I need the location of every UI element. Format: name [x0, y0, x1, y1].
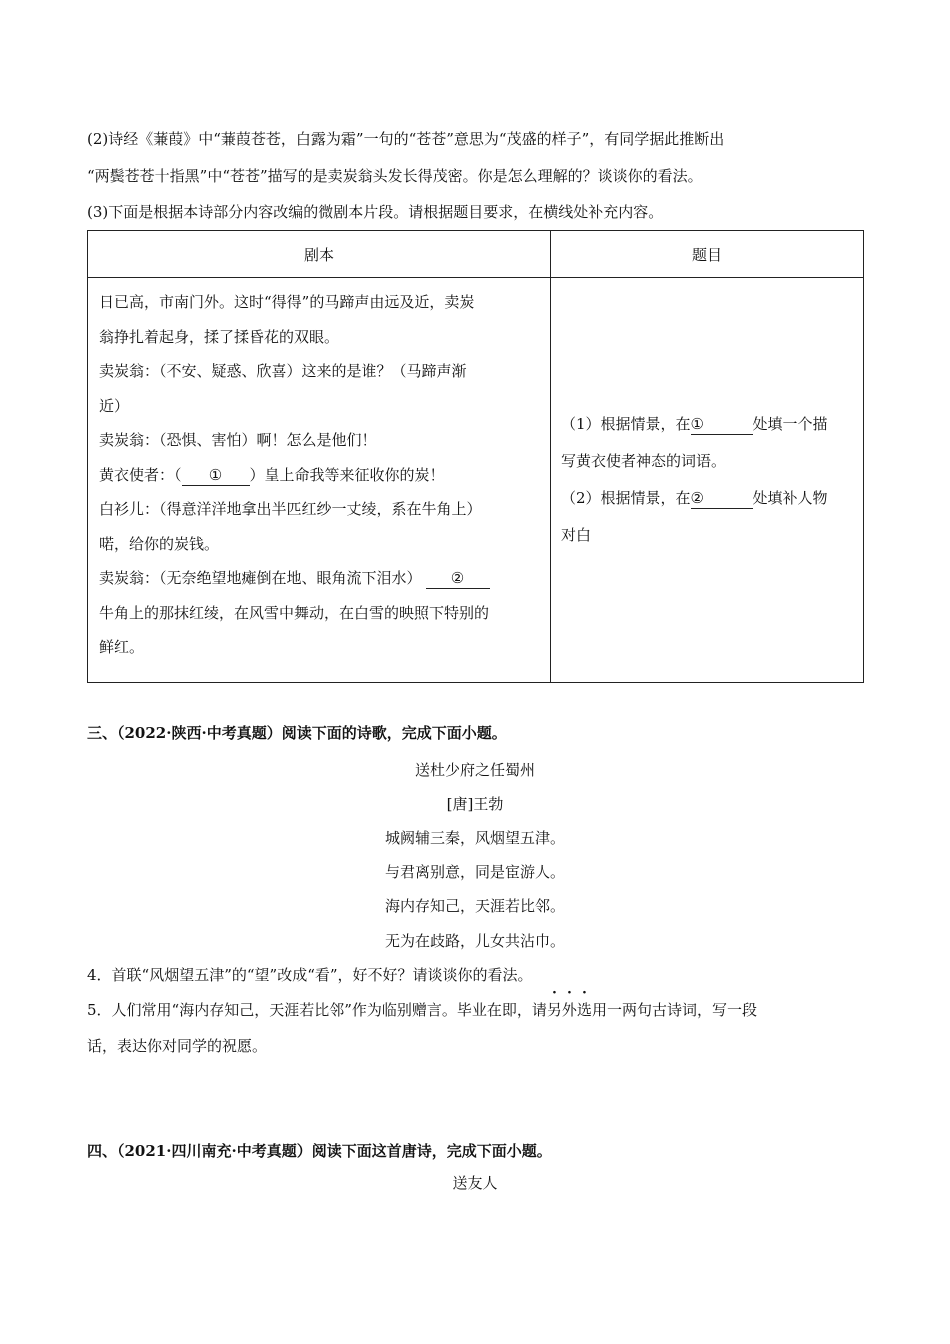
task-2-line2: 对白 — [561, 526, 592, 544]
poem-line: 与君离别意，同是宦游人。 — [384, 863, 565, 881]
script-line: 牛角上的那抹红绫，在风雪中舞动，在白雪的映照下特别的 — [99, 603, 490, 622]
task-2-line1 — [561, 480, 853, 517]
question-3-text: (3)下面是根据本诗部分内容改编的微剧本片段。请根据题目要求，在横线处补充内容。 — [87, 203, 664, 221]
script-line: 鲜红。 — [99, 638, 145, 656]
script-line: 近） — [99, 396, 130, 415]
script-line-blank-1 — [99, 458, 539, 493]
section-3-heading: 三、（2022·陕西·中考真题）阅读下面的诗歌，完成下面小题。 — [87, 724, 507, 742]
script-table — [87, 230, 864, 683]
task-text: 处填一个描 — [752, 415, 828, 433]
task-1-line2: 写黄衣使者神态的词语。 — [561, 452, 727, 470]
table-body-row — [88, 278, 864, 683]
fill-blank-2: ② — [426, 568, 490, 589]
question-2-text-line1: (2)诗经《蒹葭》中“蒹葭苍苍，白露为霜”一句的“苍苍”意思为“茂盛的样子”，有同学据此推断出 — [87, 130, 725, 148]
header-question: 题目 — [551, 231, 864, 278]
emphasis-char: 选 — [576, 1001, 592, 1019]
table-header-row — [88, 231, 864, 278]
question-4-text: 4．首联“风烟望五津”的“望”改成“看”，好不好？请谈谈你的看法。 — [87, 966, 533, 984]
script-cell — [88, 278, 551, 683]
poem-line: 城阙辅三秦，风烟望五津。 — [384, 829, 565, 847]
task-text: （2）根据情景，在 — [561, 489, 691, 507]
emphasis-char: 另 — [546, 1001, 562, 1019]
question-2-text-line2: “两鬓苍苍十指黑”中“苍苍”描写的是卖炭翁头发长得茂密。你是怎么理解的？谈谈你的看法。 — [87, 167, 703, 185]
poem-title: 送杜少府之任蜀州 — [414, 761, 535, 779]
script-text: ）皇上命我等来征收你的炭！ — [249, 465, 445, 484]
task-1-blank: ① — [691, 414, 753, 435]
script-line-blank-2 — [99, 561, 539, 596]
question-5-line1 — [87, 999, 757, 1020]
header-script: 剧本 — [88, 231, 551, 278]
task-text: （1）根据情景，在 — [561, 415, 691, 433]
question-5-line2: 话，表达你对同学的祝愿。 — [87, 1037, 268, 1055]
script-line: 卖炭翁：（不安、疑惑、欣喜）这来的是谁？（马蹄声渐 — [99, 362, 467, 380]
poem-author: [唐]王勃 — [446, 795, 504, 813]
fill-blank-1: ① — [182, 465, 250, 486]
script-line: 翁挣扎着起身，揉了揉昏花的双眼。 — [99, 327, 340, 346]
task-1-line1 — [561, 406, 853, 443]
section-4-heading: 四、（2021·四川南充·中考真题）阅读下面这首唐诗，完成下面小题。 — [87, 1142, 552, 1160]
script-text: 卖炭翁：（无奈绝望地瘫倒在地、眼角流下泪水） — [99, 569, 422, 587]
script-line: 卖炭翁：（恐惧、害怕）啊！怎么是他们！ — [99, 431, 377, 449]
script-line: 日已高，市南门外。这时“得得”的马蹄声由远及近，卖炭 — [99, 293, 475, 311]
task-text: 处填补人物 — [752, 489, 828, 507]
script-line: 喏，给你的炭钱。 — [99, 534, 220, 553]
poem-title-2: 送友人 — [452, 1174, 498, 1192]
question-5-text: 用一两句古诗词，写一段 — [591, 1001, 757, 1019]
poem-line: 海内存知己，天涯若比邻。 — [384, 897, 565, 915]
script-text: 黄衣使者：（ — [99, 465, 182, 484]
question-5-text: 5．人们常用“海内存知己，天涯若比邻”作为临别赠言。毕业在即，请 — [87, 1001, 547, 1019]
task-2-blank: ② — [691, 488, 753, 509]
poem-line: 无为在歧路，儿女共沾巾。 — [384, 932, 565, 950]
script-line: 白衫儿：（得意洋洋地拿出半匹红纱一丈绫，系在牛角上） — [99, 500, 482, 518]
question-cell — [551, 278, 864, 683]
emphasis-char: 外 — [561, 1001, 577, 1019]
